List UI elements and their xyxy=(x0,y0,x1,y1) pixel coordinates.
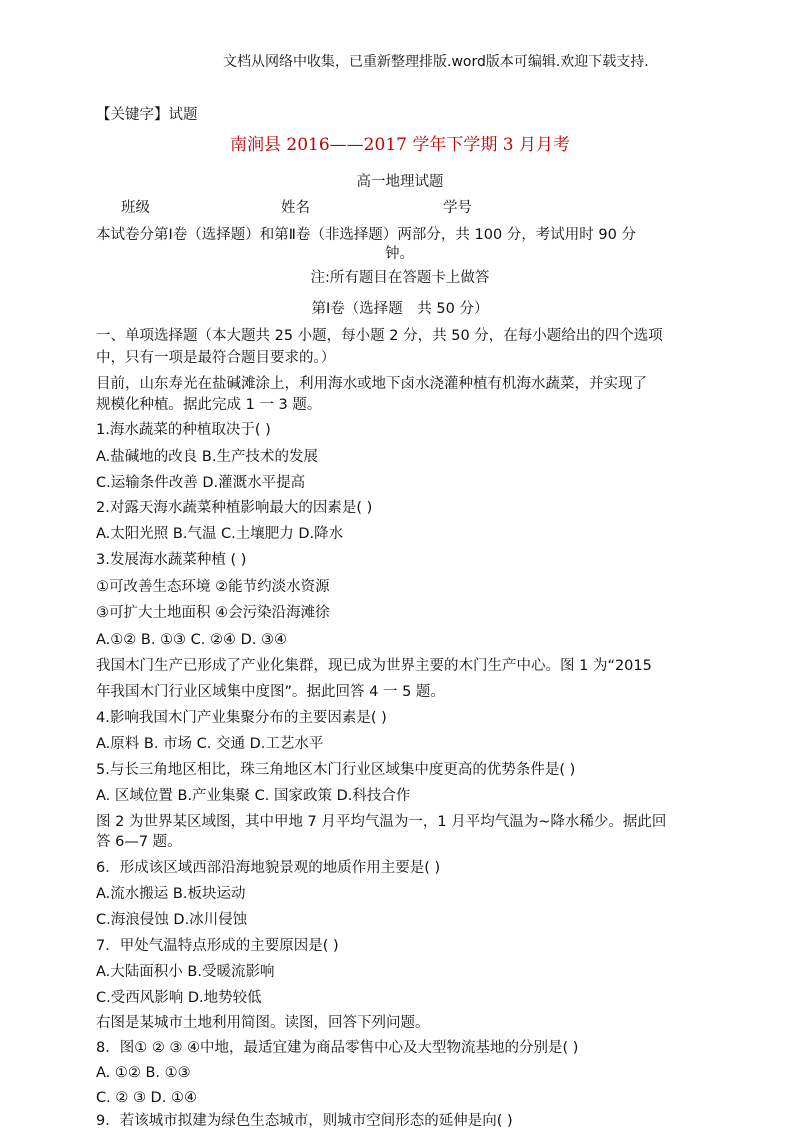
question-2-options: A.太阳光照 B.气温 C.土壤肥力 D.降水 xyxy=(96,526,344,542)
question-7-options-1: A.大陆面积小 B.受暖流影响 xyxy=(96,964,275,980)
header-note: 文档从网络中收集，已重新整理排版.word版本可编辑.欢迎下载支持. xyxy=(223,54,649,70)
passage2-line-1: 我国木门生产已形成了产业化集群，现已成为世界主要的木门生产中心。图 1 为“2015 xyxy=(96,658,652,674)
passage3-line-1: 图 2 为世界某区域图，其中甲地 7 月平均气温为一，1 月平均气温为~降水稀少。据此回 xyxy=(96,814,667,830)
question-8-options-2: C. ② ③ D. ①④ xyxy=(96,1090,197,1106)
keyword-line: 【关键字】试题 xyxy=(96,107,198,123)
question-9: 9．若该城市拟建为绿色生态城市，则城市空间形态的延伸是向( ) xyxy=(96,1113,513,1129)
passage2-line-2: 年我国木门行业区域集中度图”。据此回答 4 一 5 题。 xyxy=(96,684,445,700)
instructions-line-2: 中，只有一项是最符合题目要求的。） xyxy=(96,350,336,366)
question-4-options: A.原料 B. 市场 C. 交通 D.工艺水平 xyxy=(96,736,324,752)
passage1-line-2: 规模化种植。据此完成 1 一 3 题。 xyxy=(96,397,322,413)
question-1: 1.海水蔬菜的种植取决于( ) xyxy=(96,422,271,438)
question-3-statements-2: ③可扩大土地面积 ④会污染沿海滩徐 xyxy=(96,605,330,621)
class-field-label: 班级 xyxy=(121,200,150,216)
exam-subtitle: 高一地理试题 xyxy=(356,174,444,190)
number-field-label: 学号 xyxy=(443,200,472,216)
question-5: 5.与长三角地区相比，珠三角地区木门行业区域集中度更高的优势条件是( ) xyxy=(96,762,576,778)
passage1-line-1: 目前，山东寿光在盐碱滩涂上，利用海水或地下卤水浇灌种植有机海水蔬菜，并实现了 xyxy=(96,376,647,392)
name-field-label: 姓名 xyxy=(281,200,310,216)
question-8-options-1: A. ①② B. ①③ xyxy=(96,1065,191,1081)
question-6-options-1: A.流水搬运 B.板块运动 xyxy=(96,886,246,902)
instructions-line-1: 一、单项选择题（本大题共 25 小题，每小题 2 分，共 50 分，在每小题给出的四个选项 xyxy=(96,328,663,344)
passage3-line-2: 答 6—7 题。 xyxy=(96,834,182,850)
question-1-options-1: A.盐碱地的改良 B.生产技术的发展 xyxy=(96,449,318,465)
question-7-options-2: C.受西风影响 D.地势较低 xyxy=(96,990,262,1006)
question-2: 2.对露天海水蔬菜种植影响最大的因素是( ) xyxy=(96,500,373,516)
question-3-statements-1: ①可改善生态环境 ②能节约淡水资源 xyxy=(96,579,330,595)
intro-line-1: 本试卷分第Ⅰ卷（选择题）和第Ⅱ卷（非选择题）两部分，共 100 分，考试用时 90 分 xyxy=(96,227,636,243)
section-heading: 第Ⅰ卷（选择题 共 50 分） xyxy=(311,301,489,317)
intro-line-2: 钟。 xyxy=(385,246,414,262)
exam-title: 南涧县 2016——2017 学年下学期 3 月月考 xyxy=(230,135,570,155)
passage4: 右图是某城市土地利用简图。读图，回答下列问题。 xyxy=(96,1015,430,1031)
question-3: 3.发展海水蔬菜种植 ( ) xyxy=(96,552,247,568)
question-6-options-2: C.海浪侵蚀 D.冰川侵蚀 xyxy=(96,912,248,928)
question-1-options-2: C.运输条件改善 D.灌溉水平提高 xyxy=(96,475,306,491)
question-3-options: A.①② B. ①③ C. ②④ D. ③④ xyxy=(96,632,287,648)
question-5-options: A. 区域位置 B.产业集聚 C. 国家政策 D.科技合作 xyxy=(96,788,411,804)
answer-note: 注:所有题目在答题卡上做答 xyxy=(310,270,490,286)
question-6: 6．形成该区域西部沿海地貌景观的地质作用主要是( ) xyxy=(96,860,441,876)
question-4: 4.影响我国木门产业集聚分布的主要因素是( ) xyxy=(96,710,387,726)
question-8: 8．图① ② ③ ④中地，最适宜建为商品零售中心及大型物流基地的分别是( ) xyxy=(96,1040,579,1056)
question-7: 7．甲处气温特点形成的主要原因是( ) xyxy=(96,938,339,954)
